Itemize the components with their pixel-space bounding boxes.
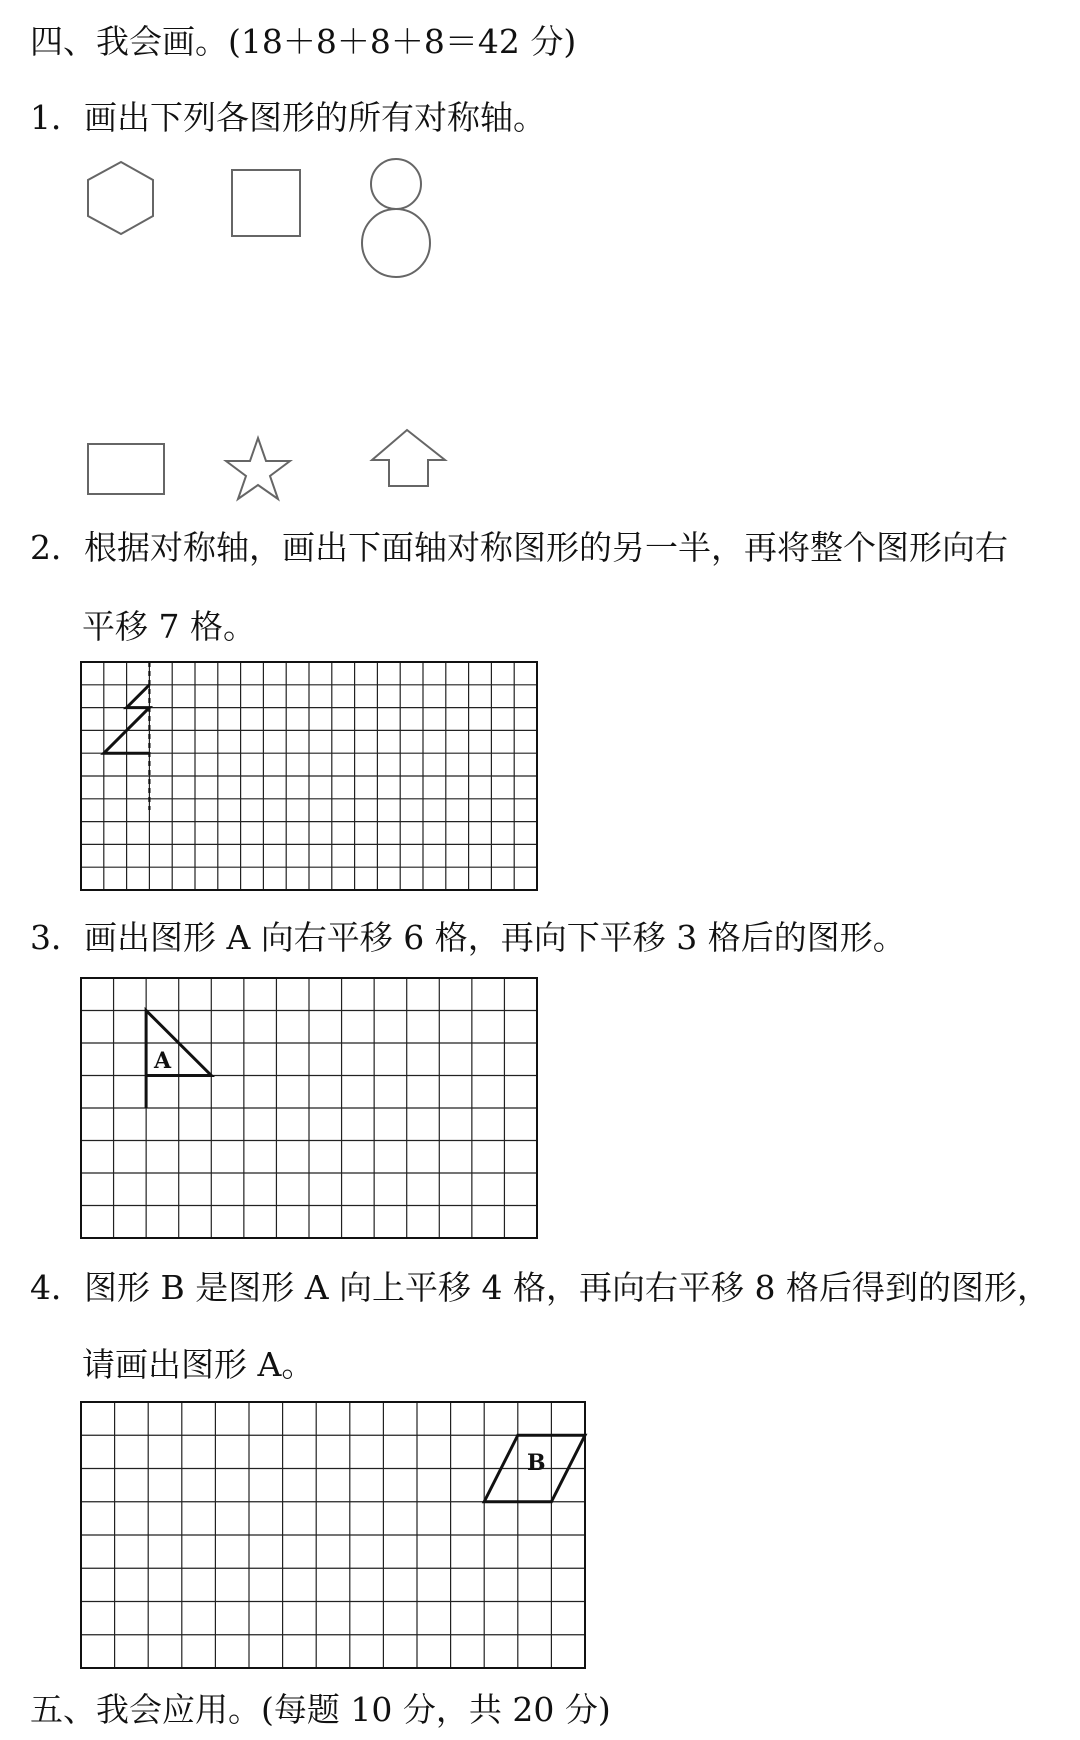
rectangle-shape [88, 444, 164, 494]
question-1-text: 1．画出下列各图形的所有对称轴。 [30, 98, 546, 137]
question-2-text-line2: 平移 7 格。 [82, 607, 256, 646]
square-shape [232, 170, 300, 236]
q4-grid[interactable] [81, 1402, 585, 1668]
question-2-text-line1: 2．根据对称轴，画出下面轴对称图形的另一半，再将整个图形向右 [30, 528, 1008, 567]
question-4-text-line1: 4．图形 B 是图形 A 向上平移 4 格，再向右平移 8 格后得到的图形， [30, 1268, 1050, 1307]
q3-grid[interactable] [81, 978, 537, 1238]
section-4-title: 四、我会画。(18＋8＋8＋8＝42 分) [30, 22, 577, 61]
arrow-shape [372, 430, 445, 486]
figure-eight-shape [362, 159, 430, 277]
q1-shapes [0, 150, 480, 510]
question-4-text-line2: 请画出图形 A。 [82, 1345, 315, 1384]
shape-a-label: A [154, 1048, 172, 1074]
q2-grid-lines [81, 662, 537, 890]
question-3-text: 3．画出图形 A 向右平移 6 格，再向下平移 3 格后的图形。 [30, 918, 906, 957]
q3-grid-lines [81, 978, 537, 1238]
q4-grid-lines [81, 1402, 585, 1668]
section-5-title: 五、我会应用。(每题 10 分，共 20 分) [30, 1690, 611, 1729]
shape-b-label: B [527, 1450, 546, 1476]
q2-grid[interactable] [81, 662, 537, 890]
star-shape [226, 438, 290, 499]
hexagon-shape [88, 162, 153, 234]
